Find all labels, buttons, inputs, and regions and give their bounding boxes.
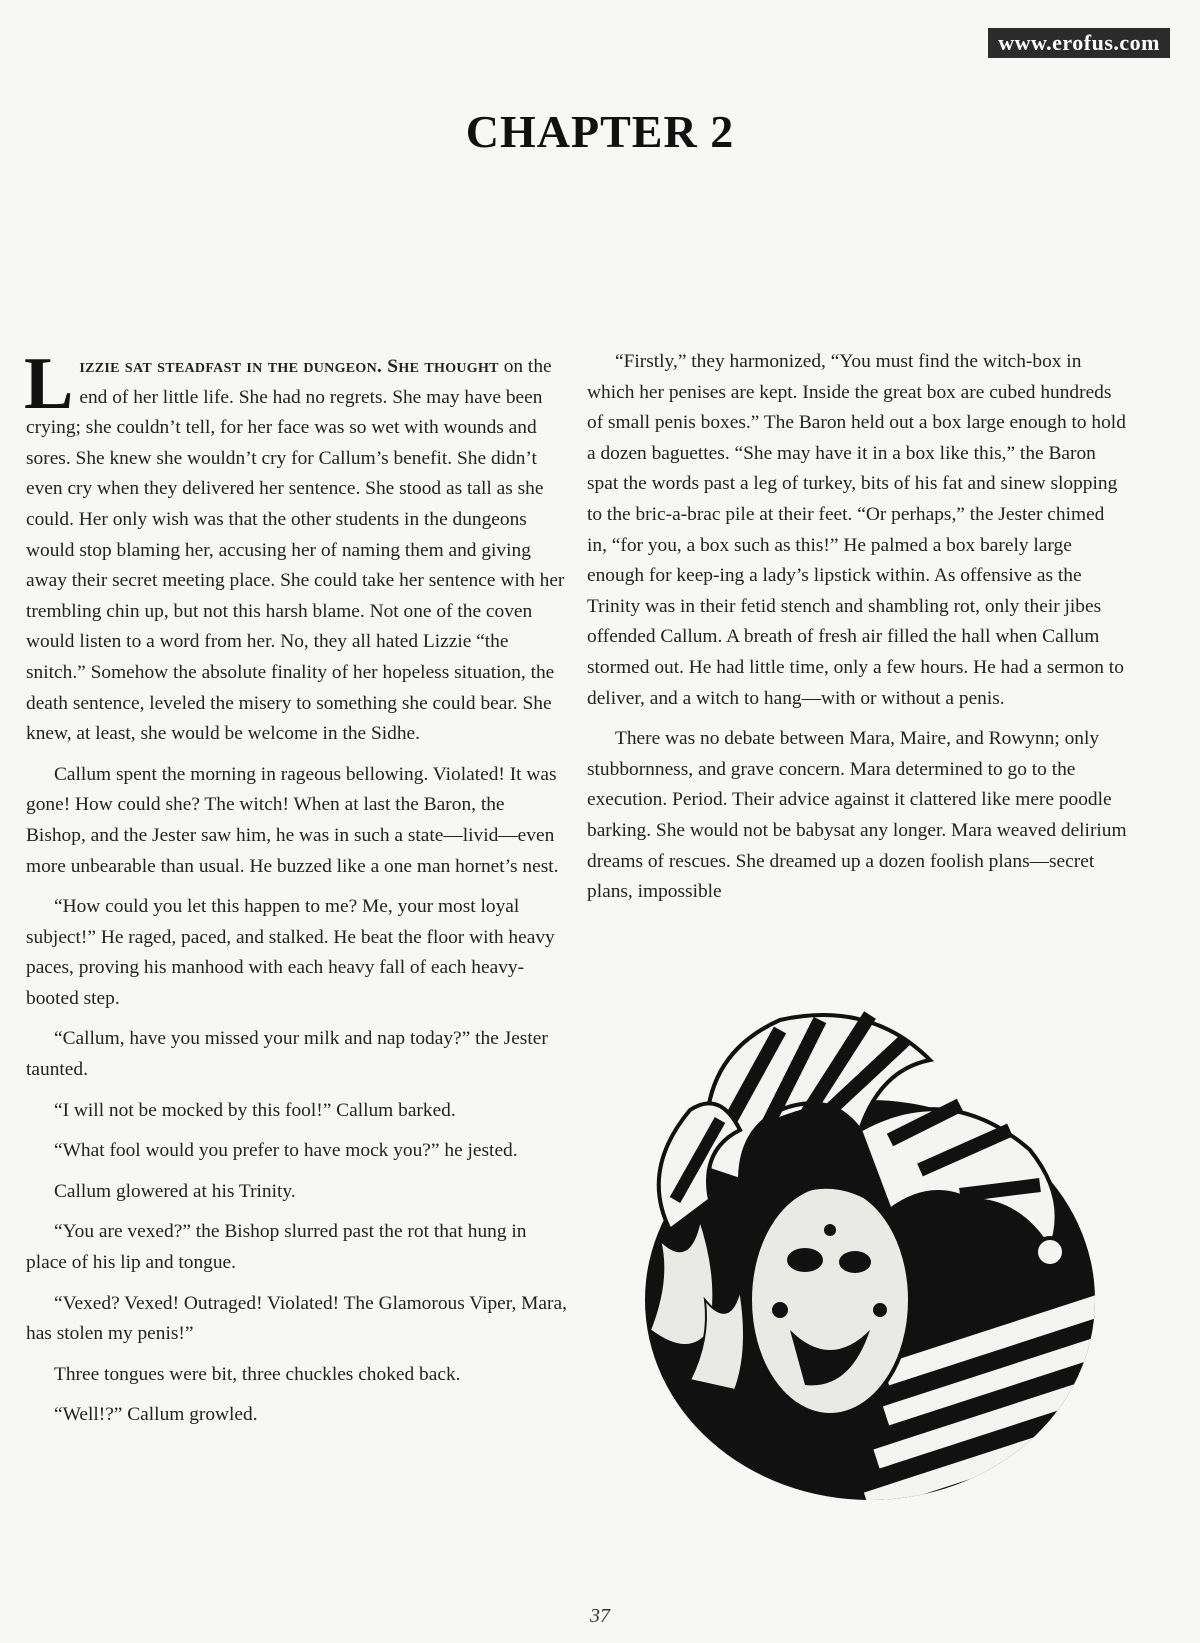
face [750,1185,910,1415]
paragraph: “Vexed? Vexed! Outraged! Violated! The Glamorous Viper, Mara, has stolen my penis!” [26,1292,567,1345]
paragraph: There was no debate between Mara, Maire, and Rowynn; only stubbornness, and grave concern. Mara determined to go to the execution. Period. Their advice against it clattered like mere poodle barking. She would not be babysat any longer. Mara weaved delirium dreams of rescues. She dreamed up a dozen foolish plans—secret plans, impossible [587,728,1127,903]
drop-cap: L [24,343,74,425]
first-paragraph [24,343,568,750]
paragraph: Callum glowered at his Trinity. [54,1180,296,1202]
paragraph: “You are vexed?” the Bishop slurred past the rot that hung in place of his lip and tongue. [26,1221,527,1274]
first-paragraph-text: on the end of her little life. She had no regrets. She may have been crying; she couldn’t tell, for her face was so wet with wounds and sores. She knew she wouldn’t cry for Callum’s benefit. She didn’t even cry when they delivered her sentence. She stood as tall as she could. Her only wish was that the other students in the dungeons would stop blaming her, accusing her of naming them and giving away their secret meeting place. She could take her sentence with her trembling chin up, but not this harsh blame. Not one of the coven would listen to a word from her. No, they all hated Lizzie “the snitch.” Somehow the absolute finality of her hopeless situation, the death sentence, leveled the misery to something she could bear. She knew, at least, she would be welcome in the Sidhe. [26,356,565,745]
paragraph: Three tongues were bit, three chuckles choked back. [54,1363,461,1385]
chapter-title: CHAPTER 2 [465,106,735,157]
page-number: 37 [590,1605,610,1627]
paragraph: “Firstly,” they harmonized, “You must find the witch-box in which her penises are kept. Inside the great box are cubed hundreds of small penis boxes.” The Baron held out a box large enough to hold a dozen baguettes. “She may have it in a box like this,” the Baron spat the words past a leg of turkey, bits of his fat and sinew slopping to the bric-a-brac pile at their feet. “Or perhaps,” the Jester chimed in, “for you, a box such as this!” He palmed a box barely large enough for keep-ing a lady’s lipstick within. As offensive as the Trinity was in their fetid stench and shambling rot, only their jibes offended Callum. A breath of fresh air filled the hall when Callum stormed out. He had little time, only a few hours. He had a sermon to deliver, and a witch to hang—with or without a penis. [587,351,1126,709]
paragraph: “Callum, have you missed your milk and nap today?” the Jester taunted. [26,1028,548,1081]
paragraph: Callum spent the morning in rageous bellowing. Violated! It was gone! How could she? The witch! When at last the Baron, the Bishop, and the Jester saw him, he was in such a state—livid—even more unbearable than usual. He buzzed like a one man hornet’s nest. [26,763,559,877]
paragraph: “Well!?” Callum growled. [54,1404,258,1426]
paragraph: “What fool would you prefer to have mock you?” he jested. [54,1140,518,1162]
jester-illustration [630,1000,1105,1505]
watermark: www.erofus.com [988,28,1170,58]
paragraph: “I will not be mocked by this fool!” Callum barked. [54,1099,456,1121]
paragraph: “How could you let this happen to me? Me, your most loyal subject!” He raged, paced, and stalked. He beat the floor with heavy paces, proving his manhood with each heavy fall of each heavy-booted step. [26,896,555,1009]
lead-smallcaps: izzie sat steadfast in the dungeon. She thought [79,356,499,377]
right-column [587,347,1127,918]
left-column [24,343,568,1441]
